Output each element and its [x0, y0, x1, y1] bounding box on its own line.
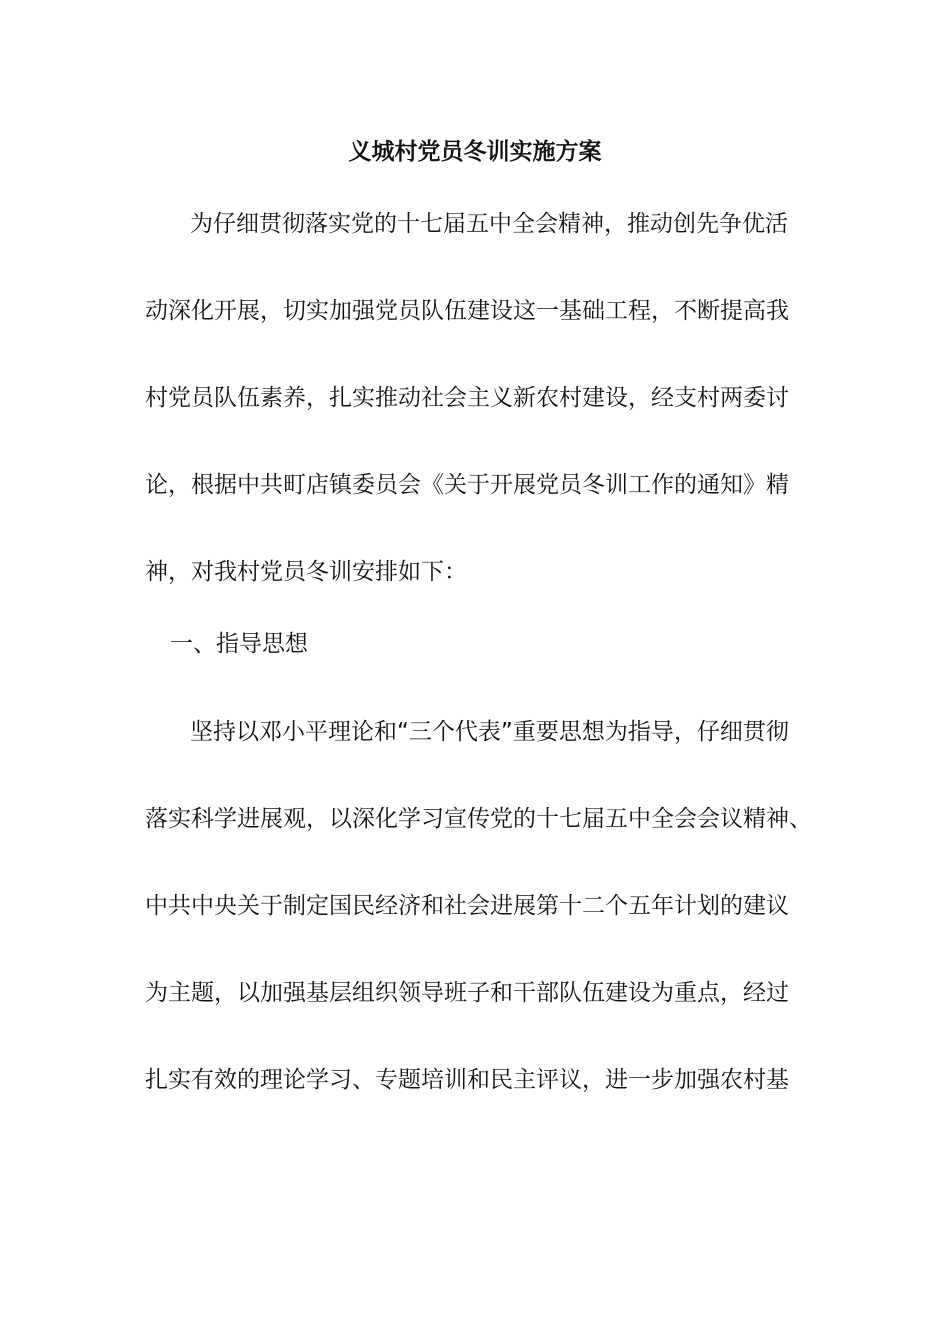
paragraph-line: 神，对我村党员冬训安排如下：	[145, 559, 467, 585]
paragraph-line: 扎实有效的理论学习、专题培训和民主评议，进一步加强农村基	[145, 1067, 789, 1093]
paragraph-line: 为仔细贯彻落实党的十七届五中全会精神，推动创先争优活	[190, 211, 788, 237]
paragraph-line: 中共中央关于制定国民经济和社会进展第十二个五年计划的建议	[145, 893, 789, 919]
paragraph-line: 落实科学进展观，以深化学习宣传党的十七届五中全会会议精神、	[145, 806, 812, 832]
section-heading: 一、指导思想	[170, 631, 308, 657]
paragraph-line: 论，根据中共町店镇委员会《关于开展党员冬训工作的通知》精	[145, 472, 789, 498]
document-title: 义城村党员冬训实施方案	[348, 139, 602, 165]
paragraph-line: 坚持以邓小平理论和“三个代表”重要思想为指导，仔细贯彻	[190, 719, 789, 745]
paragraph-line: 动深化开展，切实加强党员队伍建设这一基础工程，不断提高我	[145, 298, 789, 324]
paragraph-line: 为主题，以加强基层组织领导班子和干部队伍建设为重点，经过	[145, 980, 789, 1006]
paragraph-line: 村党员队伍素养，扎实推动社会主义新农村建设，经支村两委讨	[145, 385, 789, 411]
